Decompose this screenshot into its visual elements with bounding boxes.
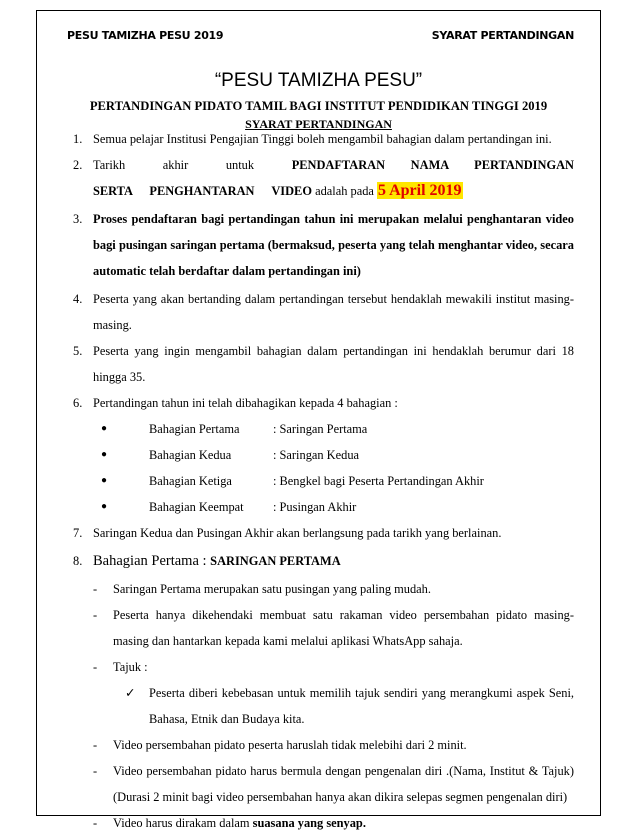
dash-marker: - — [93, 738, 98, 752]
bullet-icon: ● — [101, 501, 108, 512]
dash-marker: - — [93, 816, 98, 830]
rule-item: - Video persembahan pidato peserta haruslah tidak melebihi dari 2 minit. — [93, 732, 574, 758]
list-item-4: 4. Peserta yang akan bertanding dalam pertandingan tersebut hendaklah mewakili institut masing-masing. — [73, 292, 574, 332]
bullet-icon: ● — [101, 449, 108, 460]
bahagian-item: ● Bahagian Kedua : Saringan Kedua — [93, 442, 574, 468]
bahagian-item: ● Bahagian Keempat : Pusingan Akhir — [93, 494, 574, 520]
list-item-3: 3. Proses pendaftaran bagi pertandingan tahun ini merupakan melalui penghantaran video bagi pusingan saringan pertama (bermaksud, peserta yang telah menghantar video, secara automatic telah berdaftar dalam pertandingan ini) — [73, 212, 574, 278]
document-subtitle: PERTANDINGAN PIDATO TAMIL BAGI INSTITUT PENDIDIKAN TINGGI 2019 — [89, 99, 548, 113]
rules-list — [73, 130, 574, 836]
rule-item: - Saringan Pertama merupakan satu pusingan yang paling mudah. — [93, 576, 574, 602]
rule-item: - Video harus dirakam dalam suasana yang senyap. — [93, 810, 574, 836]
list-item-6: 6. Pertandingan tahun ini telah dibahagikan kepada 4 bahagian : — [73, 396, 398, 410]
bullet-icon: ● — [101, 475, 108, 486]
rule-subitem: ✓ Peserta diberi kebebasan untuk memilih tajuk sendiri yang merangkumi aspek Seni, Bahasa, Etnik dan Budaya kita. — [93, 680, 574, 732]
rule-item: - Peserta hanya dikehendaki membuat satu rakaman video persembahan pidato masing-masing dan hantarkan kepada kami melalui aplikasi WhatsApp sahaja. — [93, 602, 574, 654]
header-right: SYARAT PERTANDINGAN — [431, 29, 574, 42]
header-left: PESU TAMIZHA PESU 2019 — [67, 29, 224, 42]
bullet-icon: ● — [101, 423, 108, 434]
list-item-5: 5. Peserta yang ingin mengambil bahagian dalam pertandingan ini hendaklah berumur dari 18 hingga 35. — [73, 344, 574, 384]
dash-marker: - — [93, 608, 98, 622]
checkmark-icon: ✓ — [125, 686, 136, 700]
list-item-7: 7. Saringan Kedua dan Pusingan Akhir akan berlangsung pada tarikh yang berlainan. — [73, 526, 502, 540]
page-header — [67, 27, 574, 44]
bahagian-item: ● Bahagian Ketiga : Bengkel bagi Peserta Pertandingan Akhir — [93, 468, 574, 494]
document-title: “PESU TAMIZHA PESU” — [214, 70, 423, 91]
bahagian-item: ● Bahagian Pertama : Saringan Pertama — [93, 416, 574, 442]
deadline-date: 5 April 2019 — [377, 182, 462, 199]
list-item-1: 1. Semua pelajar Institusi Pengajian Tinggi boleh mengambil bahagian dalam pertandingan ini. — [73, 132, 552, 146]
document-page — [36, 10, 601, 830]
list-item-2: 2. Tarikh akhir untuk PENDAFTARAN NAMA PERTANDINGAN SERTA PENGHANTARAN VIDEO adalah pada 5 April 2019 — [73, 158, 574, 199]
dash-marker: - — [93, 582, 98, 596]
section-heading: SYARAT PERTANDINGAN — [245, 117, 392, 131]
rule-item: - Video persembahan pidato harus bermula dengan pengenalan diri .(Nama, Institut & Tajuk) (Durasi 2 minit bagi video persembahan hanya akan dikira selepas segmen pengenalan diri) — [93, 758, 574, 810]
rule-item: - Tajuk : — [93, 654, 574, 680]
dash-marker: - — [93, 660, 98, 674]
list-item-8: 8. Bahagian Pertama : SARINGAN PERTAMA — [73, 553, 341, 569]
dash-marker: - — [93, 764, 98, 778]
